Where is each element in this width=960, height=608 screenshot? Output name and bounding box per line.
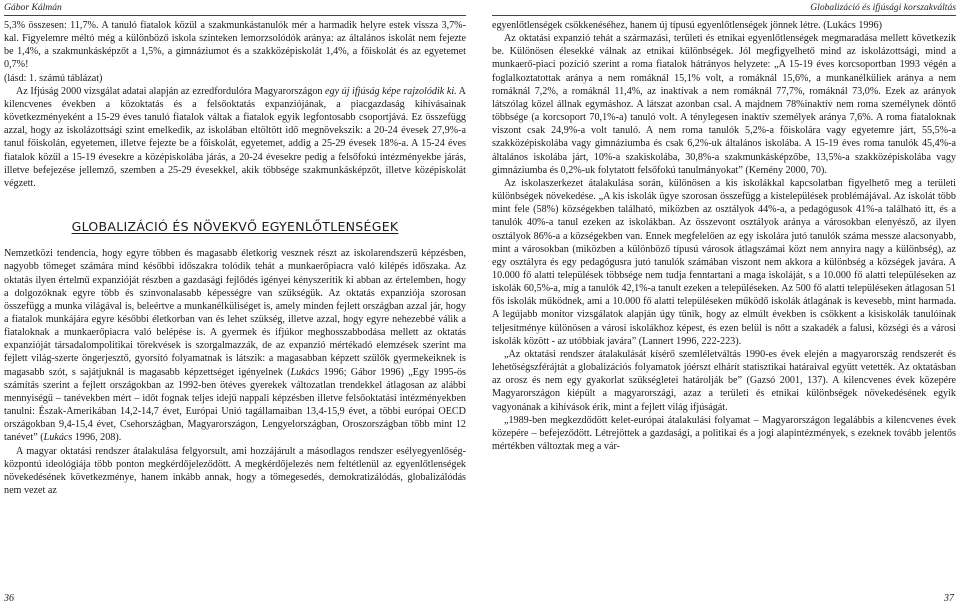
running-head-right: Globalizáció és ifjúsági korszakváltás [810,2,956,13]
summary-rest: A kilencvenes években a közoktatás és a felsőoktatás expanziójának, a piacgazdaság kihívásainak következményeként a 15-29 éves tanuló fiatalok váltak a fiatalok egyik legfontosabb csoportjává. Ez összefügg azzal, hogy az iskolázottsági szint emelkedik, az iskolában eltöltött idő megnövekszik: a 20-24 évesek 27,9%-a tanul főiskolán, egyetemen, illetve fejezte be a főiskolát, egyetemet, addig a 25-29 évesek 18%-a. A 15-24 éves fiatalok közül a 15-19 évesekre a középiskolába járás, a 20-24 évesekre pedig a felsőfokú intézményekbe járás, illetve befejezése jellemző, szemben a 25-29 évesekkel, akik többsége szakmunkásképzőt, illetve középiskolát végzett. [4,85,466,189]
right-text-column [492,19,956,453]
left-text-column [4,19,466,497]
header-rule-left [4,15,466,16]
page-number-left: 36 [4,593,14,604]
summary-paragraph [4,85,466,190]
right-paragraph-5: „1989-ben megkezdődött kelet-európai átalakulási folyamat – Magyarországon legalábbis a kilencvenes évek közepére – befejeződött. Létrejöttek a gazdasági, a politikai és a jogi alapintézmények, s ezeknek tovább jelentős mértékben változtak meg a vár- [492,414,956,452]
running-head-left: Gábor Kálmán [4,2,62,13]
page-number-right: 37 [944,593,954,604]
table-reference: (lásd: 1. számú táblázat) [4,72,103,84]
citation-lukacs: Lukács [290,366,320,378]
right-page [484,0,960,608]
intro-paragraph: 5,3% összesen: 11,7%. A tanuló fiatalok közül a szakmunkástanulók mér a harmadik helyre estek vissza 3,7%-kal. Figyelemre méltó még a különböző iskola szinteken lemorzsolódók aránya: az általános iskolát nem fejezte be 1,4%, a szakmunkásképzőt a 1,5%, a gimnáziumot és a szakközépiskolát 1,4%, a főiskolát és az egyetemet 0,7%! [4,20,466,71]
summary-prefix: Az Ifjúság 2000 vizsgálat adatai alapján az ezredfordulóra Magyarországon [16,85,323,97]
para1-part-a: Nemzetközi tendencia, hogy egyre többen és magasabb életkorig vesznek részt az iskolarendszerű képzésben, nagyobb tömeget számára mind későbbi időszakra tolódik tehát a munkaerőpiacra való kilépés időszaka. Az oktatás ilyen értelmű expanzióját részben a gazdasági fejlődés igényei kényszerítik ki abban az értelemben, hogy a dolgozóknak egyre több és színvonalasabb képességre van szükségük. Az oktatás expanziója szorosan összefügg a munka világával is, beleértve a munkanélküliséget is, amely minden fejlett országban azzal jár, hogy a fiatalok munkájára egyre későbbi életkorban van és lehet szükség, illetve azzal, hogy egyre nehezebbé válik a fiataloknak a munkaerőpiacra való belépése is. A gyermek és ifjúkor meghosszabbodása mellett az oktatás expanzióját társadalompolitikai törekvések is szorgalmazzák, de az expanzió mértékadó elemzések szerint ma fejlett világ-szerte öngerjesztő, gyorsító folyamatnak is látszik: a magasabban képzett szülők gyermekeiknek is magasabb szót, s sajátjuknál is magasabb képzettséget igényelnek ( [4,248,466,378]
left-page [0,0,476,608]
right-paragraph-3: Az iskolaszerkezet átalakulása során, különösen a kis iskolákkal kapcsolatban figyelhető meg a területi különbségek növekedése. „A kis iskolák ügye szorosan összefügg a kistelepülések problémájával. Az iskolát több mint fele (58%) községekben található, miközben az osztályok 44%-a, a pedagógusok 41%-a található itt, és a tanulók 40%-a tanul ezeken az iskolákban. Az összevont osztályok aránya a városokban elenyésző, az ilyen osztályok 86%-a a községekben van. Ennek megfelelően az egy iskolára jutó tanulók száma messze alacsonyabb, mint a városokban (miközben a különböző típusú városok átlagszámai közt nem annyira nagy a különbség), az egy osztályra és egy pedagógusra jutó tanulók számában viszont nem akkora a különbség a községek javára. A 10.000 fő alatti települések többsége nem tudja fenntartani a maga iskoláját, s a 10.000 fő alatti településeken az iskolák 60,5%-a, míg a tanulók 42,1%-a tanult ezeken a településeken. Az 500 fő alatti településeken átlagosan 51 fős iskolák működnek, ami a 10.000 fő alatti településeken működő iskolák átlagának is kevesebb, mint harmada. A legújabb monitor vizsgálatok alapján úgy tűnik, hogy az elmúlt években is csökkent a kisiskolák tanulóinak teljesítménye különösen a városi iskolákhoz képest, és ezen belül is nőtt a szakadék a falusi, községi és a városi iskolák között - az utóbbiak javára” (Lannert 1996, 222-223). [492,177,956,347]
citation-lukacs-2: Lukács [43,432,73,444]
section-heading: GLOBALIZÁCIÓ ÉS NÖVEKVŐ EGYENLŐTLENSÉGEK [71,219,399,235]
body-paragraph-2: A magyar oktatási rendszer átalakulása felgyorsult, ami hozzájárult a másodlagos rendszer esélyegyenlőség-központú ideológiája több ponton megkérdőjeleződött. A megkérdőjelezés nem feltétlenül az egyenlőtlenségek növekedésének következménye, hanem inkább annak, hogy a tömegesedés, demokratizálódás, globalizálódás nem vezet az [4,445,466,496]
body-paragraph-1 [4,247,466,444]
right-paragraph-4: „Az oktatási rendszer átalakulását kísérő szemléletváltás 1990-es évek elején a magyarország rendszerét és lehetőségszférájtát a globalizációs folyamatok jóérszt elhárít statisztikai határaival együtt vetették. Az oktatásban az orosz és nem egy gyakorlat szükségletei határolják be” (Gazsó 2001, 137). A kilencvenes évek közepére Magyarországon kiépült a magyarországi, azaz a területi és etnikai különbségek növekedésének egyik vagyonának a kihívások érik, mint a fejlett világ ifjúságát. [492,348,956,413]
right-paragraph-2: Az oktatási expanzió tehát a származási, területi és etnikai egyenlőtlenségek megmaradása mellett következik be. Különösen élesekké válnak az etnikai különbségek. Jól megfigyelhető mind az iskolázottsági, mind a munkaerő-piaci pozíció szerint a roma fiatalok hátrányos helyzete: „A 15-19 éves korcsoportban 1993 végén a foglalkoztatottak aránya a nem romáknál 15,1% volt, a romáknál 15,6%, a munkanélküliek aránya a nem romáknál 7,2%, a romáknál 11,4%, az inaktívak a nem romáknál 77,7%, romáknál 73,0%. Ezek az arányok látszólag közel állnak egymáshoz. A látszat azonban csal. A majdnem 78%inaktív nem roma személynek döntő többsége (a korcsoport 70,1%-a) tanuló volt. A ténylegesen inaktív személyek aránya 7,6%. A roma fiataloknak viszont csak 24,9%-a volt tanuló. A nem roma tanulók 5,2%-a főiskolára vagy egyetemre járt, 55,5%-a szakközépiskolába vagy gimnáziumba és csak 6,2%-uk általános iskolába. A 15-19 éves roma tanulók 45,4%-a általános iskolába járt, 10%-a szakiskolába, 30,8%-a szakmunkásképzőbe, 13,5%-a szakközépiskolába vagy gimnáziumba és 0,2%-uk folytatott felsőfokú tanulmányokat” (Kemény 2000, 70). [492,33,956,176]
right-paragraph-1: egyenlőtlenségek csökkenéséhez, hanem új típusú egyenlőtlenségek jönnek létre. (Lukács 1996) [492,20,882,31]
summary-italic: egy új ifjúság képe rajzolódik ki. [325,85,457,97]
para1-part-b: 1996; Gábor 1996) „Egy 1995-ös számítás szerint a fejlett országokban az 1992-ben ötéves gyerekek változatlan trendekkel átlagosan az alábbi mennyiségű – tanévekben mért – időt fognak teljes idejű nappali képzésben illetve felsőoktatási intézményekben tanulni: Észak-Amerikában 14,2-14,7 évet, Európai Unió tagállamaiban 13,4-15,9 évet, a többi európai OECD országokban 9,4-15,4 évet, Csehországban, Magyarországon, Lengyelországban, Oroszországban több mint 12 tanévet” ( [4,366,466,444]
para1-part-c: 1996, 208). [72,432,122,444]
header-rule-right [492,15,956,16]
